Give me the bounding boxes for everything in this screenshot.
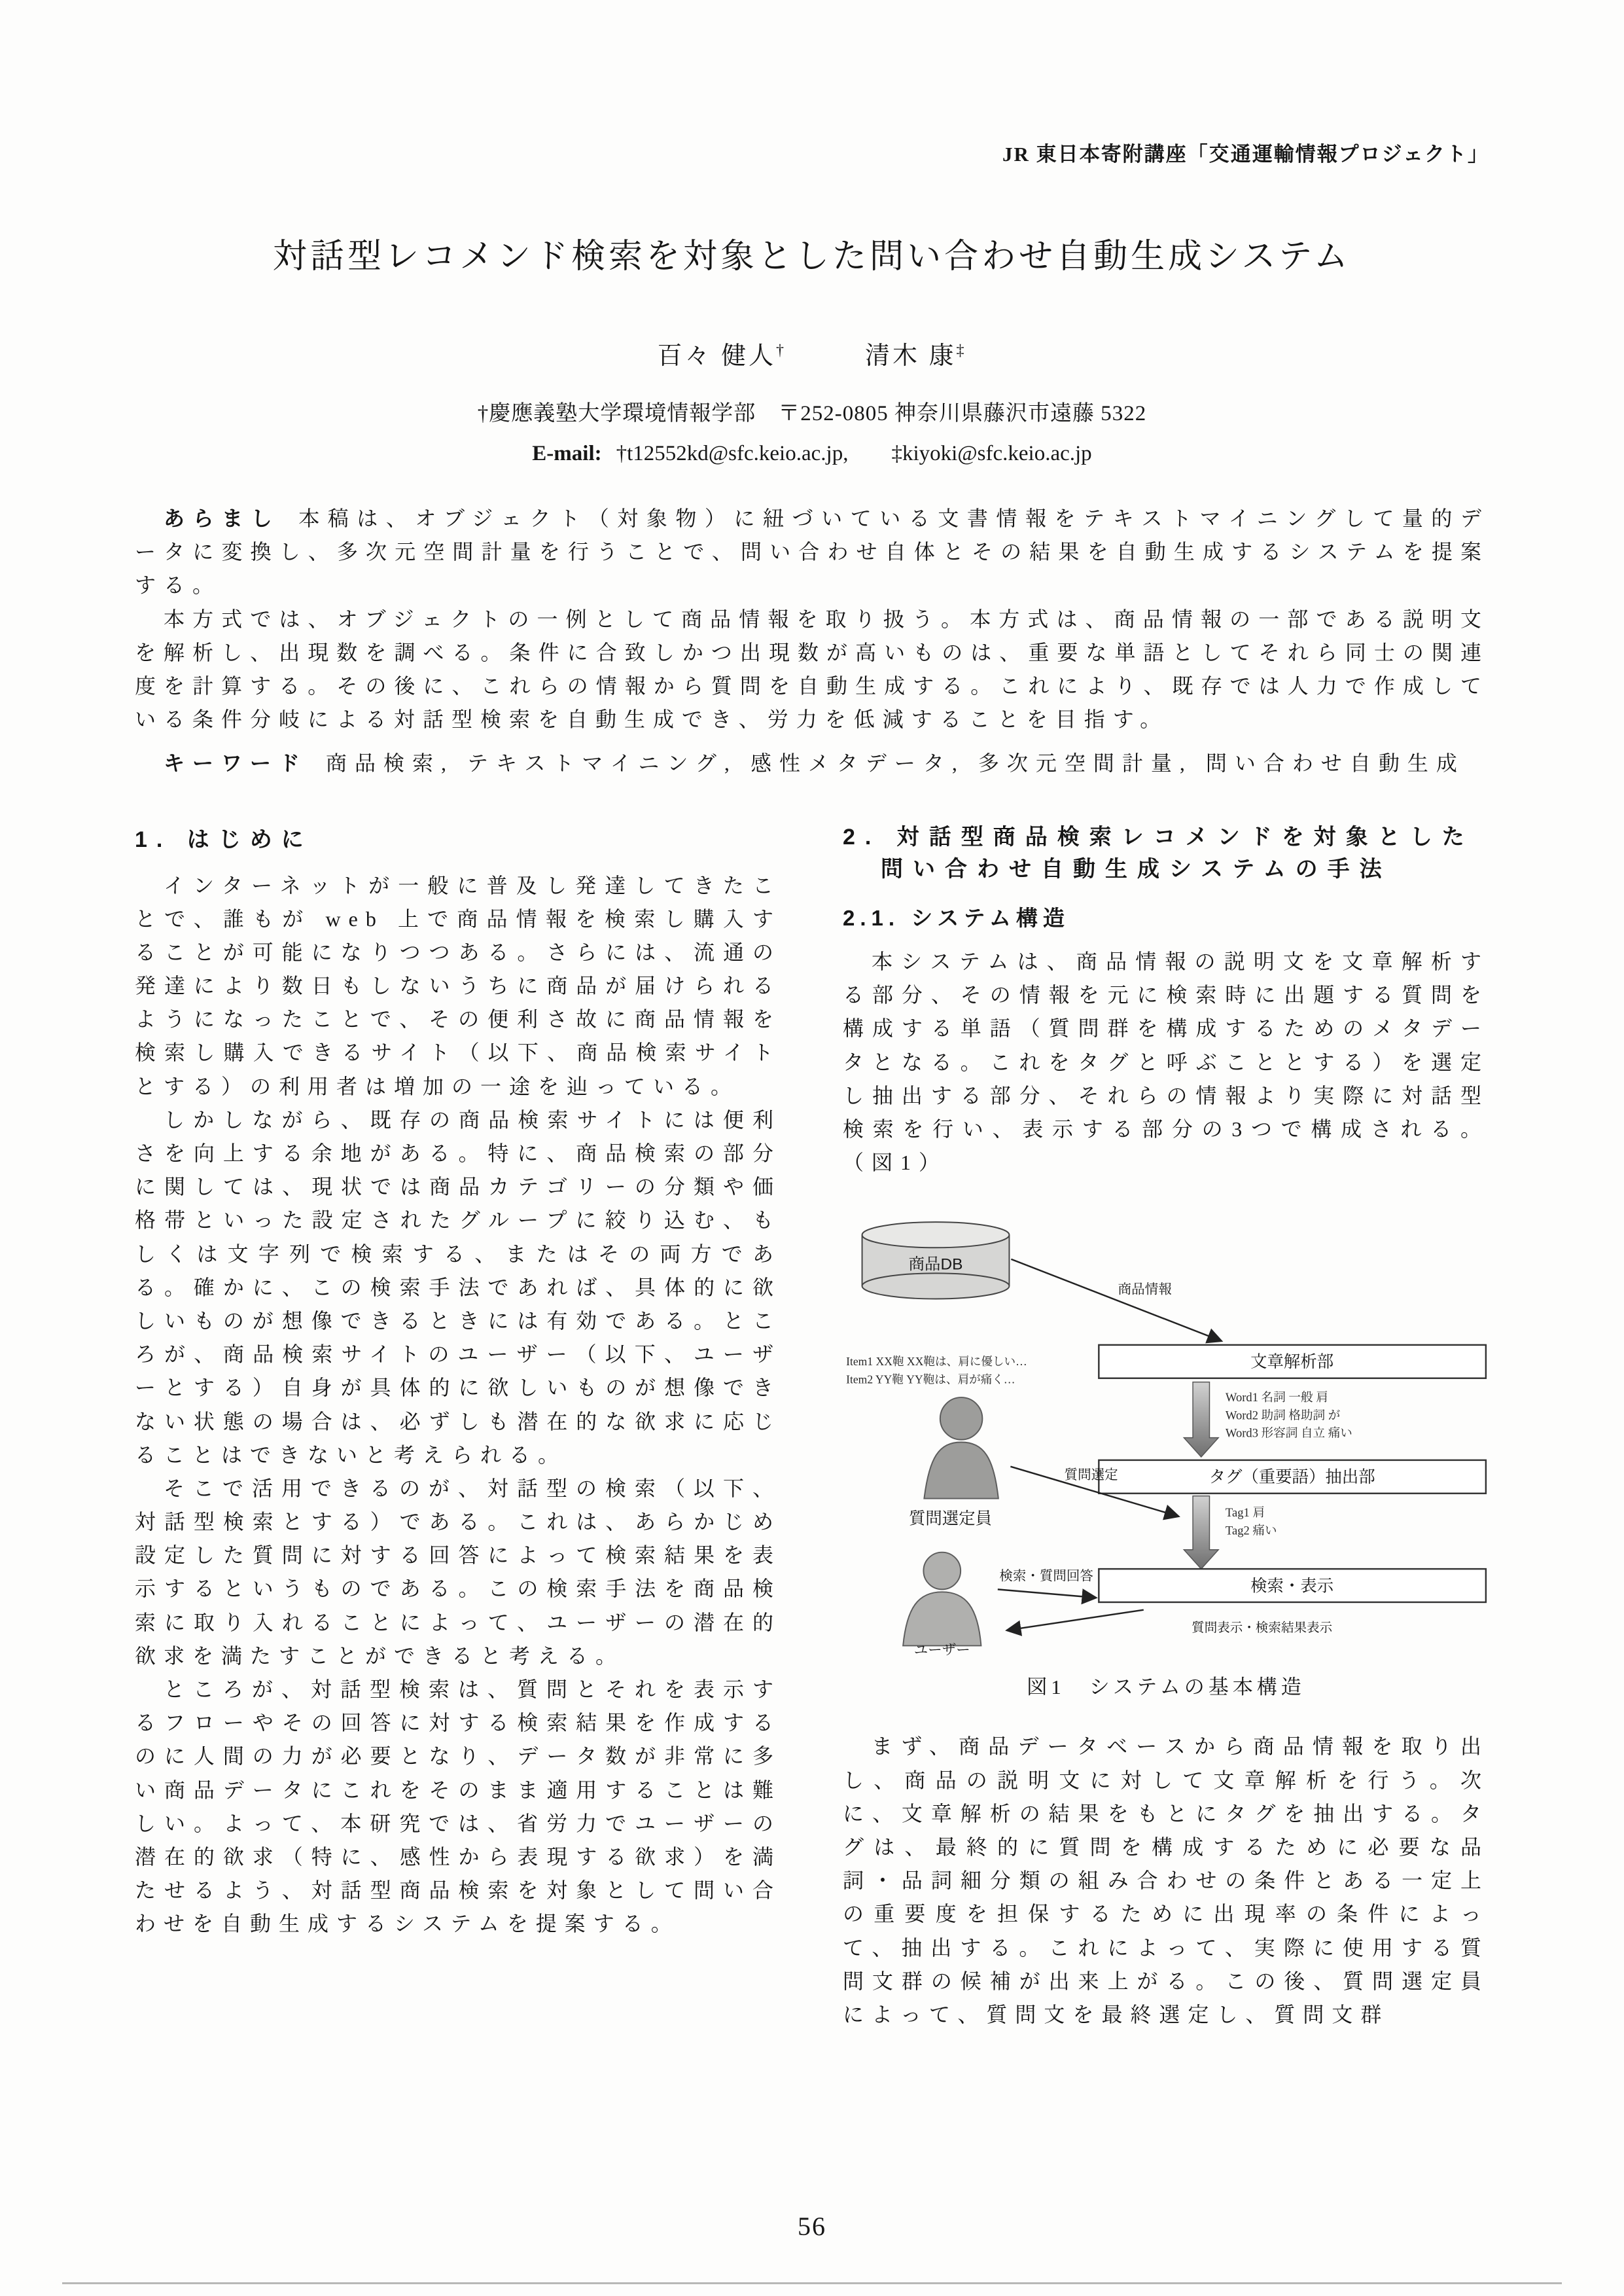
author-1: 百々 健人 (657, 342, 776, 370)
right-column (843, 821, 1489, 2032)
keywords-text: 商品検索, テキストマイニング, 感性メタデータ, 多次元空間計量, 問い合わせ自動生成 (326, 751, 1465, 776)
author-1-mark: † (776, 342, 786, 359)
analysis-to-tag-arrow (1184, 1382, 1218, 1457)
abstract (135, 502, 1489, 736)
header-course-note: JR 東日本寄附講座「交通運輸情報プロジェクト」 (1002, 143, 1489, 166)
section-2-heading-line2: 問い合わせ自動生成システムの手法 (881, 856, 1392, 882)
question-selection-label: 質問選定 (1064, 1468, 1118, 1483)
two-column-body (135, 821, 1489, 2032)
item-example-2: Item2 YY鞄 YY鞄は、肩が痛く… (846, 1372, 1015, 1386)
abstract-text-1: 本稿は、オブジェクト（対象物）に紐づいている文書情報をテキストマイニングして量的データに変換し、多次元空間計量を行うことで、問い合わせ自体とその結果を自動生成するシステムを提案する。 (135, 507, 1489, 598)
section-2-1-heading: 2.1. システム構造 (843, 906, 1070, 931)
section-1-paragraph-2: しかしながら、既存の商品検索サイトには便利さを向上する余地がある。特に、商品検索の部分に関しては、現状では商品カテゴリーの分類や価格帯といった設定されたグループに絞り込む、もしくは文字列で検索する、またはその両方である。確かに、この検索手法であれば、具体的に欲しいものが想像できるときには有効である。ところが、商品検索サイトのユーザー（以下、ユーザーとする）自身が具体的に欲しいものが想像できない状態の場合は、必ずしも潜在的な欲求に応じることはできないと考えられる。 (135, 1107, 781, 1467)
abstract-paragraph-2: 本方式では、オブジェクトの一例として商品情報を取り扱う。本方式は、商品情報の一部である説明文を解析し、出現数を調べる。条件に合致しかつ出現数が高いものは、重要な単語としてそれら同士の関連度を計算する。その後に、これらの情報から質問を自動生成する。これにより、既存では人力で作成している条件分岐による対話型検索を自動生成でき、労力を低減することを目指す。 (135, 607, 1489, 732)
question-selector-icon (924, 1397, 998, 1498)
text-analysis-box (1099, 1345, 1486, 1378)
user-label: ユーザー (913, 1642, 970, 1659)
tag-line-2: Tag2 痛い (1225, 1524, 1277, 1538)
section-2-heading-line1: 2. 対話型商品検索レコメンドを対象とした (843, 824, 1474, 850)
search-to-user-arrow (1007, 1610, 1144, 1630)
keywords-label: キーワード (164, 751, 308, 776)
email-label: E-mail: (532, 442, 602, 465)
word-line-3: Word3 形容詞 自立 痛い (1225, 1427, 1352, 1441)
section-1-heading: 1. はじめに (135, 827, 313, 852)
tag-to-search-arrow (1184, 1496, 1218, 1569)
section-1-paragraph-4: ところが、対話型検索は、質問とそれを表示するフローやその回答に対する検索結果を作成するのに人間の力が必要となり、データ数が非常に多い商品データにこれをそのまま適用することは難しい。よって、本研究では、省労力でユーザーの潜在的欲求（特に、感性から表現する欲求）を満たせるよう、対話型商品検索を対象として問い合わせを自動生成するシステムを提案する。 (135, 1677, 781, 1936)
section-1-paragraph-1: インターネットが一般に普及し発達してきたことで、誰もが web 上で商品情報を検索し購入することが可能になりつつある。さらには、流通の発達により数日もしないうちに商品が届けられるようになったことで、その便利さ故に商品情報を検索し購入できるサイト（以下、商品検索サイトとする）の利用者は増加の一途を辿っている。 (135, 873, 781, 1098)
user-to-search-arrow (998, 1590, 1097, 1598)
product-info-label: 商品情報 (1118, 1283, 1172, 1298)
text-analysis-label: 文章解析部 (1250, 1353, 1334, 1372)
author-2: 清木 康 (865, 342, 957, 370)
abstract-label: あらまし (164, 507, 281, 530)
word-line-1: Word1 名詞 一般 肩 (1225, 1391, 1328, 1405)
db-to-analysis-arrow (1011, 1259, 1222, 1341)
tag-extraction-box (1099, 1460, 1486, 1494)
author-line (135, 335, 1489, 371)
word-line-2: Word2 助詞 格助詞 が (1225, 1408, 1341, 1423)
author-2-mark: ‡ (956, 342, 967, 359)
tag-line-1: Tag1 肩 (1225, 1506, 1265, 1520)
paper-title: 対話型レコメンド検索を対象とした問い合わせ自動生成システム (273, 238, 1351, 276)
figure-1 (843, 1198, 1489, 1700)
database-icon (862, 1223, 1010, 1299)
question-selector-label: 質問選定員 (908, 1510, 993, 1529)
search-display-label: 検索・表示 (1250, 1577, 1334, 1596)
tag-extraction-label: タグ（重要語）抽出部 (1209, 1468, 1375, 1487)
system-structure-diagram (843, 1198, 1489, 1659)
email-addresses: †t12552kd@sfc.keio.ac.jp, ‡kiyoki@sfc.keio.ac.jp (616, 442, 1092, 465)
scan-artifact (62, 2282, 1562, 2284)
item-example-1: Item1 XX鞄 XX鞄は、肩に優しい… (846, 1355, 1027, 1369)
section-1-paragraph-3: そこで活用できるのが、対話型の検索（以下、対話型検索とする）である。これは、あらかじめ設定した質問に対する回答によって検索結果を表示するというものである。この検索手法を商品検索に取り入れることによって、ユーザーの潜在的欲求を満たすことができると考える。 (135, 1476, 781, 1668)
result-display-label: 質問表示・検索結果表示 (1192, 1621, 1333, 1636)
database-label: 商品DB (908, 1255, 963, 1274)
page-content (135, 0, 1489, 2032)
figure-1-caption: 図1 システムの基本構造 (1027, 1676, 1305, 1699)
email-line (135, 436, 1489, 467)
search-display-box (1099, 1570, 1486, 1603)
abstract-paragraph-1 (135, 502, 1489, 603)
affiliation: †慶應義塾大学環境情報学部 〒252-0805 神奈川県藤沢市遠藤 5322 (477, 402, 1147, 425)
user-icon (903, 1552, 981, 1646)
section-2-1-paragraph-2: まず、商品データベースから商品情報を取り出し、商品の説明文に対して文章解析を行う。次に、文章解析の結果をもとにタグを抽出する。タグは、最終的に質問を構成するために必要な品詞・品詞細分類の組み合わせの条件とある一定上の重要度を担保するために出現率の条件によって、抽出する。これによって、実際に使用する質問文群の候補が出来上がる。この後、質問選定員によって、質問文を最終選定し、質問文群 (843, 1734, 1489, 2026)
search-answer-label: 検索・質問回答 (999, 1570, 1093, 1585)
keywords-line (135, 747, 1489, 780)
left-column (135, 821, 781, 2032)
page-number: 56 (798, 2212, 826, 2241)
section-2-1-paragraph-1: 本システムは、商品情報の説明文を文章解析する部分、その情報を元に検索時に出題する質問を構成する単語（質問群を構成するためのメタデータとなる。これをタグと呼ぶこととする）を選定し抽出する部分、それらの情報より実際に対話型検索を行い、表示する部分の3つで構成される。（図1） (843, 950, 1489, 1175)
